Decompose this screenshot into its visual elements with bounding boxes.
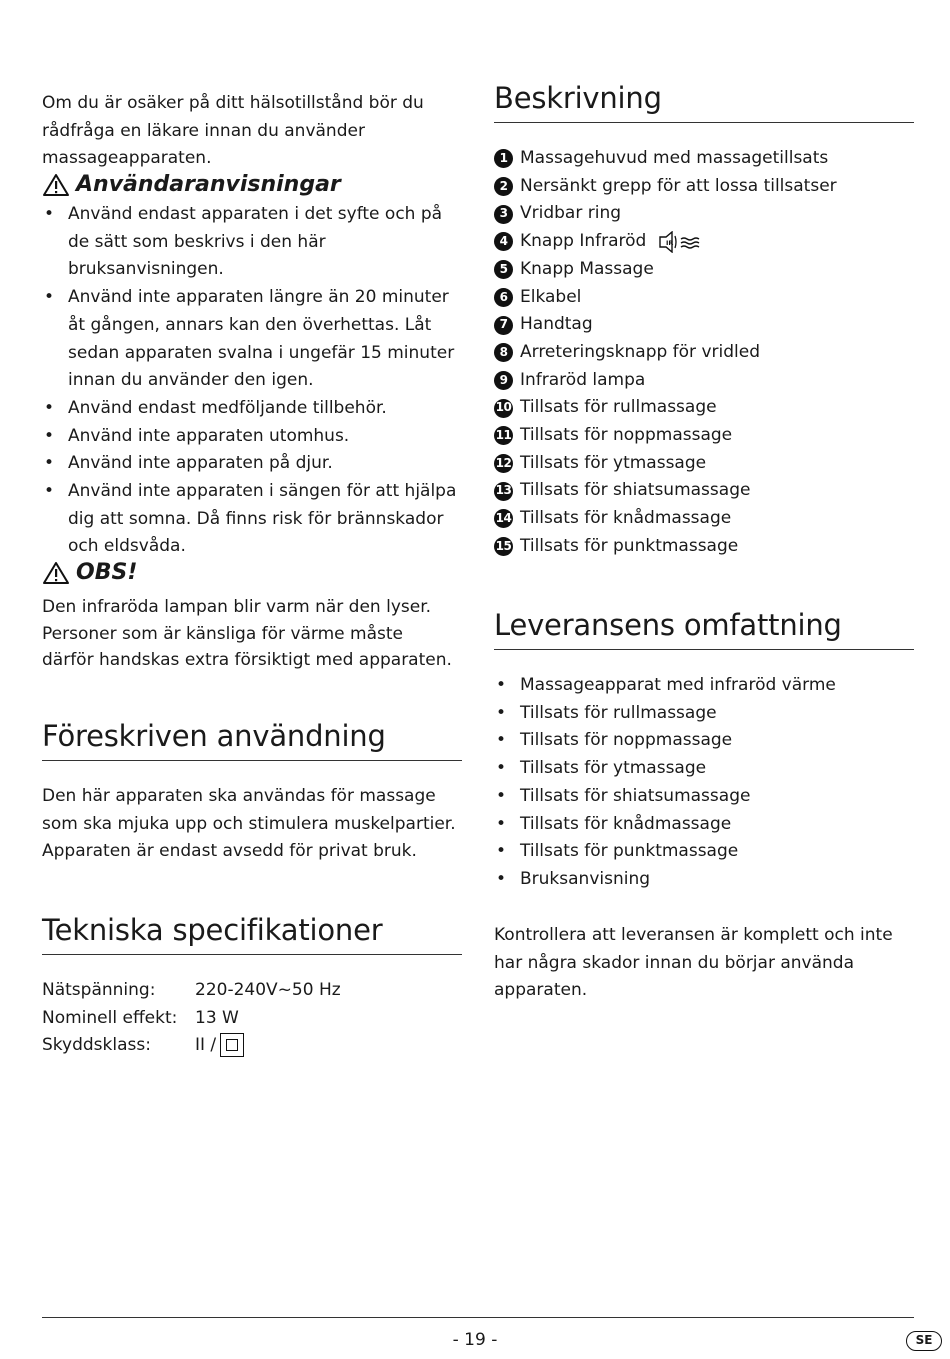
description-item: [494, 367, 914, 395]
obs-text: Den infraröda lampan blir varm när den lyser. Personer som är känsliga för värme måste därför handskas extra försiktigt med apparaten.: [42, 597, 452, 670]
usage-item-text: Använd inte apparaten längre än 20 minuter åt gången, annars kan den överhettas. Låt sedan apparaten svalna i ungefär 15 minuter innan du använder den igen.: [68, 287, 455, 391]
scope-item: [494, 727, 914, 755]
description-item-text: Knapp Infraröd: [520, 231, 647, 252]
scope-heading: Leveransens omfattning: [494, 607, 914, 650]
number-badge: 1: [494, 149, 513, 168]
warning-icon: [42, 173, 70, 197]
spec-label: Nominell effekt:: [42, 1007, 178, 1028]
description-item: [494, 228, 914, 256]
usage-item: [42, 478, 462, 561]
description-item-text: Tillsats för shiatsumassage: [520, 480, 751, 501]
description-item: [494, 200, 914, 228]
scope-item: [494, 838, 914, 866]
spec-value: 220-240V~50 Hz: [195, 980, 341, 1000]
usage-heading: [42, 171, 341, 199]
scope-item: [494, 866, 914, 894]
description-item: [494, 145, 914, 173]
page-number: - 19 -: [452, 1330, 498, 1350]
scope-item-text: Tillsats för ytmassage: [520, 758, 707, 779]
language-badge: SE: [906, 1331, 942, 1351]
number-badge: 8: [494, 343, 513, 362]
bullet-icon: •: [496, 702, 507, 723]
usage-item-text: Använd endast apparaten i det syfte och på de sätt som beskrivs i den här bruksanvisningen.: [68, 204, 443, 280]
protection-class-ii-icon: [220, 1033, 244, 1057]
bullet-icon: •: [496, 675, 507, 695]
description-item: [494, 505, 914, 533]
footer-divider: [42, 1317, 914, 1318]
usage-item: [42, 201, 462, 284]
usage-item-text: Använd endast medföljande tillbehör.: [68, 397, 387, 418]
scope-item-text: Massageapparat med infraröd värme: [520, 675, 836, 695]
number-badge: 9: [494, 371, 513, 390]
spec-value: II /: [195, 1035, 217, 1056]
description-item: [494, 394, 914, 422]
spec-row-protection: [42, 1032, 341, 1060]
spec-value-protection: [195, 1032, 341, 1060]
intro-text: Om du är osäker på ditt hälsotillstånd bör du rådfråga en läkare innan du använder massageapparaten.: [42, 93, 424, 169]
bullet-icon: •: [496, 813, 507, 834]
bullet-icon: •: [44, 204, 55, 224]
scope-item-text: Bruksanvisning: [520, 868, 651, 889]
bullet-icon: •: [44, 397, 55, 418]
scope-item: [494, 755, 914, 783]
description-item: [494, 339, 914, 367]
bullet-icon: •: [496, 785, 507, 806]
number-badge: 5: [494, 260, 513, 279]
check-text: Kontrollera att leveransen är komplett och inte har några skador innan du börjar använda apparaten.: [494, 925, 893, 1001]
usage-item: [42, 395, 462, 423]
usage-item-text: Använd inte apparaten utomhus.: [68, 425, 350, 446]
description-item: [494, 450, 914, 478]
obs-title: OBS!: [76, 560, 138, 585]
description-item-text: Tillsats för noppmassage: [520, 425, 733, 446]
usage-item: [42, 423, 462, 451]
usage-item: [42, 450, 462, 478]
scope-item: [494, 811, 914, 839]
description-item: [494, 533, 914, 561]
number-badge: 3: [494, 205, 513, 224]
bullet-icon: •: [496, 841, 507, 862]
scope-item-text: Tillsats för noppmassage: [520, 730, 733, 751]
bullet-icon: •: [496, 730, 507, 751]
scope-item-text: Tillsats för shiatsumassage: [520, 785, 751, 806]
description-item-text: Vridbar ring: [520, 203, 622, 224]
usage-item-text: Använd inte apparaten på djur.: [68, 453, 333, 474]
usage-title: Användaranvisningar: [76, 172, 341, 197]
description-item-text: Elkabel: [520, 286, 582, 307]
spec-label: Nätspänning:: [42, 980, 156, 1000]
warning-icon: [42, 561, 70, 585]
spec-row-voltage: [42, 977, 341, 1005]
number-badge: 11: [494, 426, 513, 445]
number-badge: 6: [494, 288, 513, 307]
description-item-text: Handtag: [520, 314, 593, 335]
description-item: [494, 284, 914, 312]
number-badge: 4: [494, 232, 513, 251]
description-item: [494, 173, 914, 201]
description-heading: Beskrivning: [494, 80, 914, 123]
description-item-text: Infraröd lampa: [520, 369, 646, 390]
description-item-text: Tillsats för knådmassage: [520, 508, 732, 529]
description-item-text: Tillsats för punktmassage: [520, 535, 739, 556]
spec-table: [42, 977, 341, 1060]
scope-item: [494, 672, 914, 700]
bullet-icon: •: [44, 481, 55, 502]
obs-heading: [42, 559, 137, 587]
scope-item-text: Tillsats för knådmassage: [520, 813, 732, 834]
number-badge: 10: [494, 399, 513, 418]
number-badge: 2: [494, 177, 513, 196]
scope-list: [494, 672, 914, 894]
description-item: [494, 256, 914, 284]
description-item: [494, 477, 914, 505]
scope-item-text: Tillsats för rullmassage: [520, 702, 717, 723]
usage-item-text: Använd inte apparaten i sängen för att hjälpa dig att somna. Då finns risk för brännskador och eldsvåda.: [68, 481, 457, 557]
number-badge: 14: [494, 509, 513, 528]
usage-item: [42, 284, 462, 395]
number-badge: 13: [494, 482, 513, 501]
description-item-text: Tillsats för rullmassage: [520, 397, 717, 418]
description-item-text: Tillsats för ytmassage: [520, 452, 707, 473]
description-item: [494, 311, 914, 339]
description-item-text: Knapp Massage: [520, 258, 654, 279]
description-item-text: Massagehuvud med massagetillsats: [520, 148, 829, 168]
description-item-text: Arreteringsknapp för vridled: [520, 341, 760, 362]
bullet-icon: •: [44, 453, 55, 474]
number-badge: 12: [494, 454, 513, 473]
scope-item: [494, 783, 914, 811]
number-badge: 7: [494, 316, 513, 335]
scope-item-text: Tillsats för punktmassage: [520, 841, 739, 862]
spec-row-power: [42, 1005, 341, 1033]
bullet-icon: •: [496, 868, 507, 889]
description-item-text: Nersänkt grepp för att lossa tillsatser: [520, 175, 837, 196]
usage-list: [42, 201, 462, 561]
infrared-button-icon: [658, 231, 700, 253]
ir-icon-label: IR: [666, 238, 674, 247]
bullet-icon: •: [44, 287, 55, 308]
bullet-icon: •: [496, 758, 507, 779]
spec-label: Skyddsklass:: [42, 1035, 151, 1056]
spec-value: 13 W: [195, 1007, 239, 1028]
description-item: [494, 422, 914, 450]
bullet-icon: •: [44, 425, 55, 446]
number-badge: 15: [494, 537, 513, 556]
scope-item: [494, 700, 914, 728]
description-list: [494, 145, 914, 561]
intended-use-heading: Föreskriven användning: [42, 718, 462, 761]
tech-spec-heading: Tekniska specifikationer: [42, 912, 462, 955]
intended-use-text: Den här apparaten ska användas för massage som ska mjuka upp och stimulera muskelpartier. Apparaten är endast avsedd för privat bruk.: [42, 786, 456, 862]
